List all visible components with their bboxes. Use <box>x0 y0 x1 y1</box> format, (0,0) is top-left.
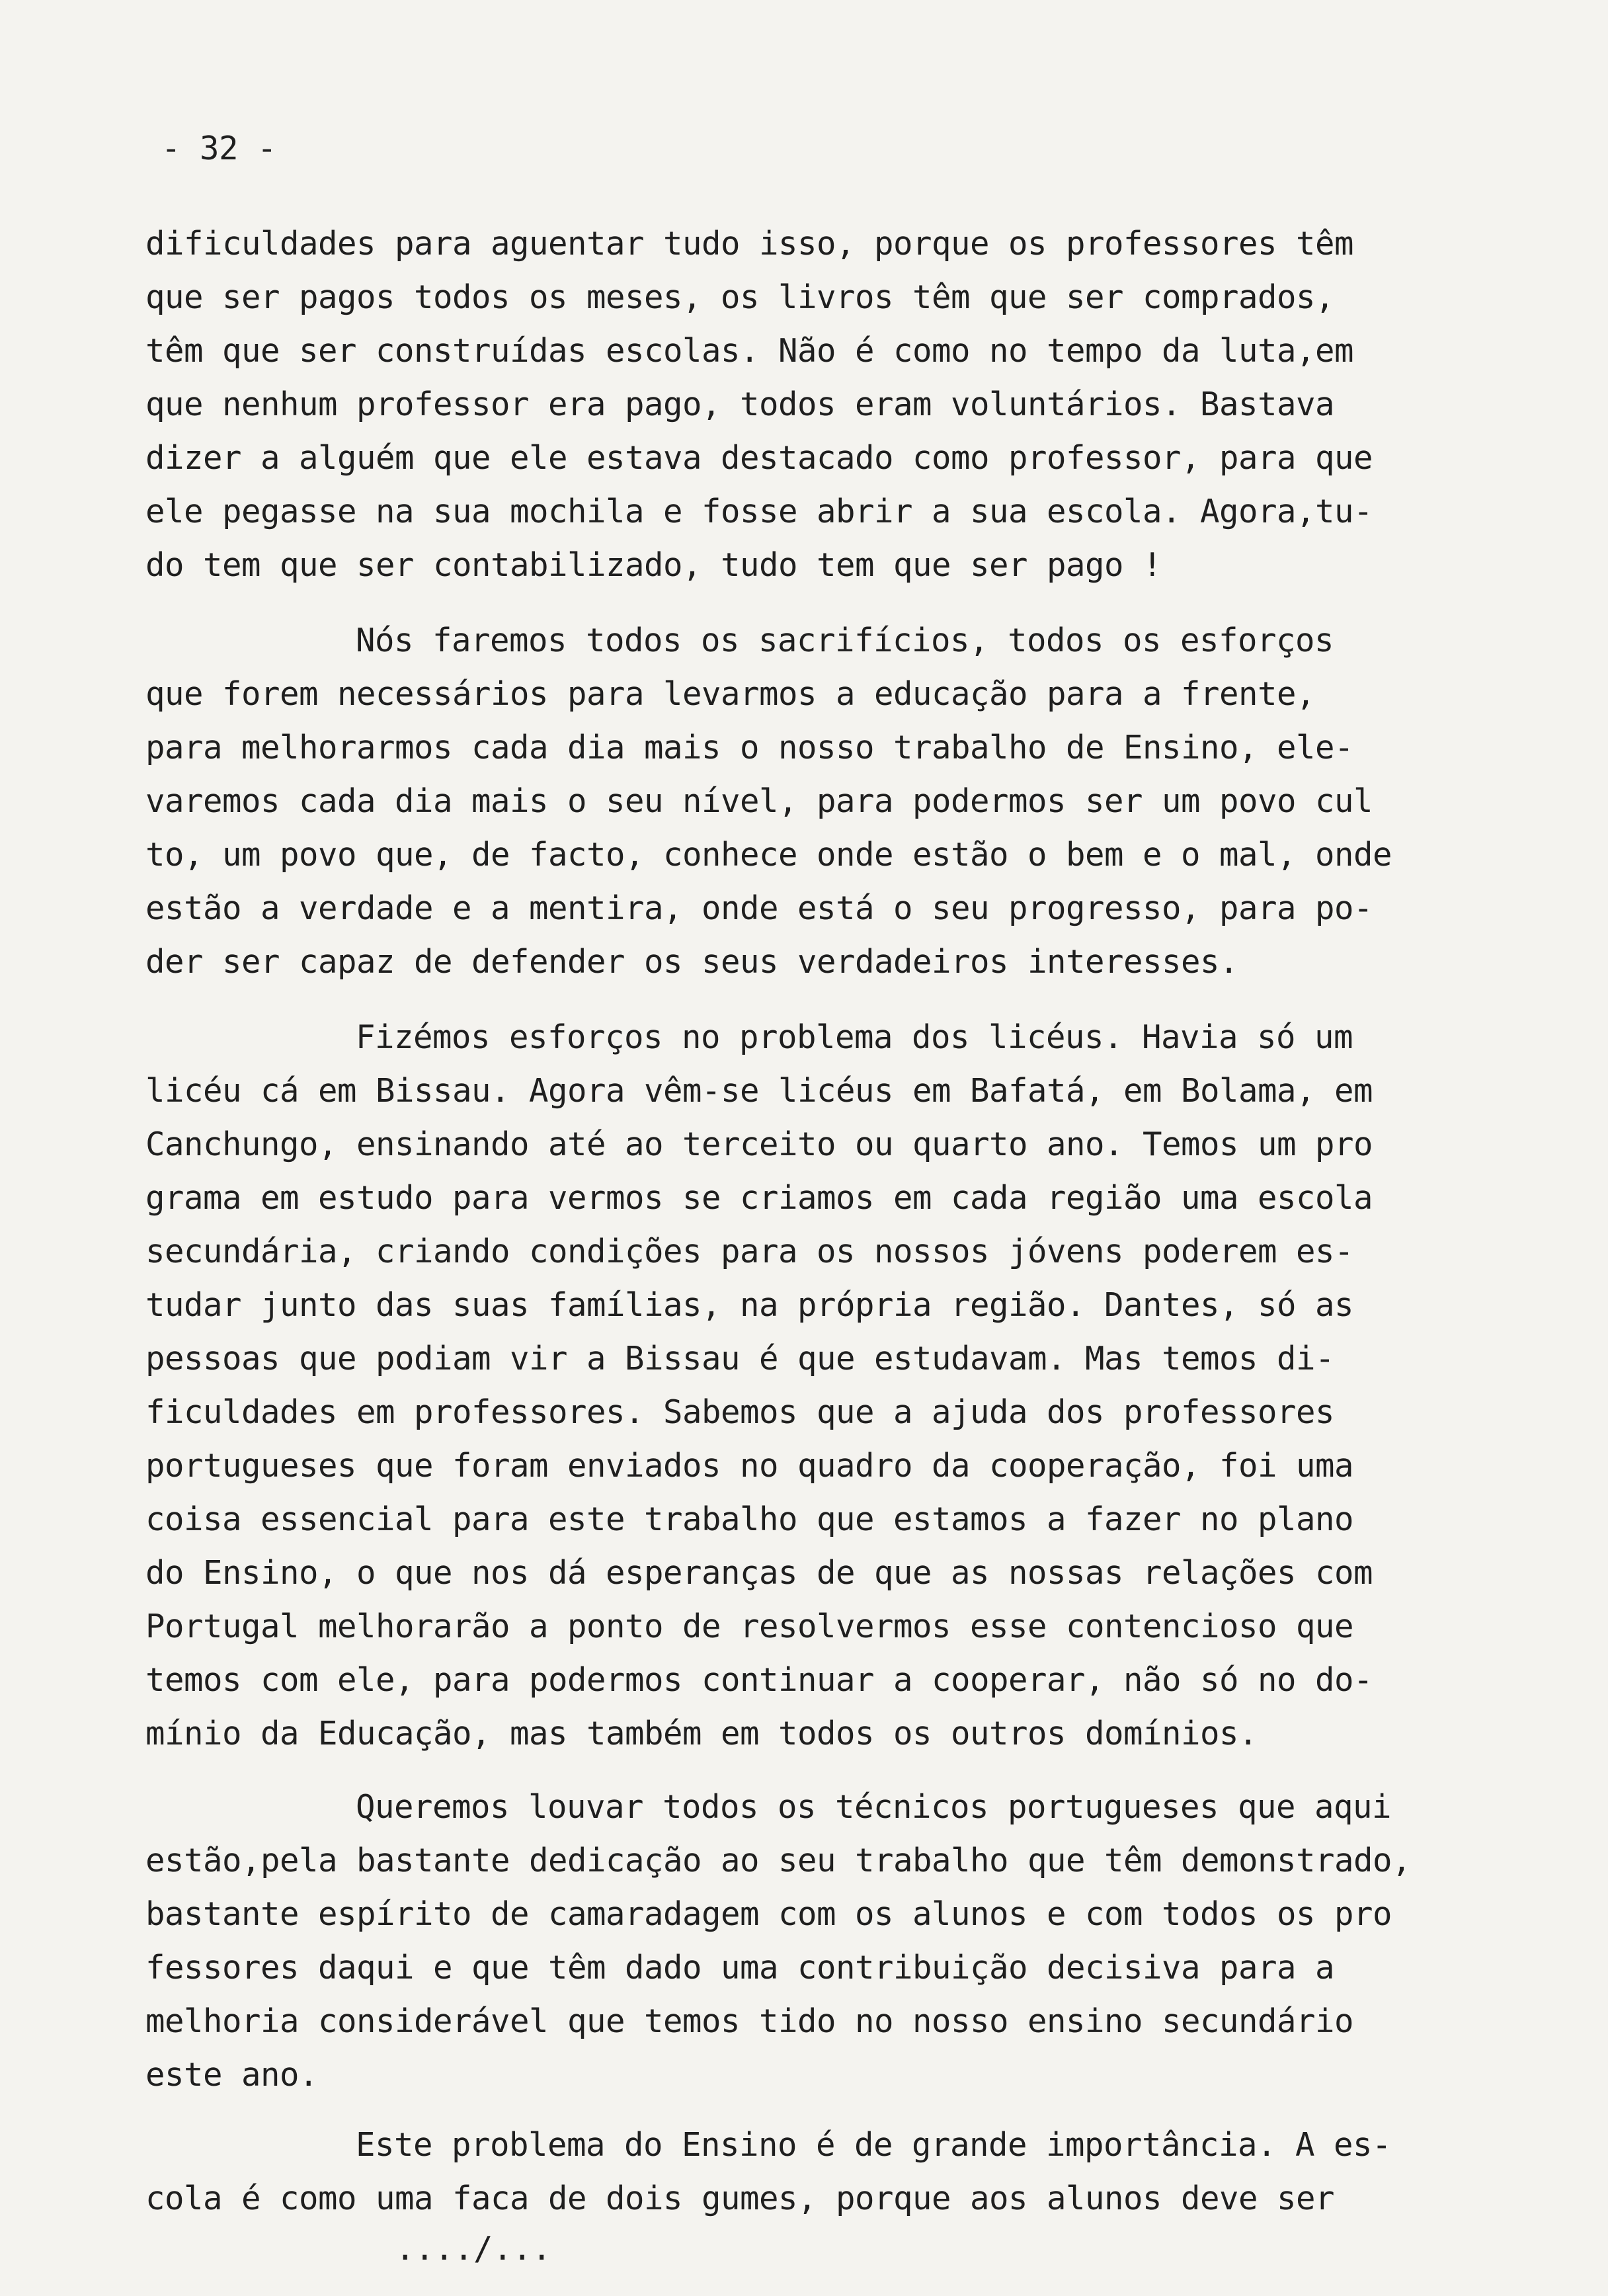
text-line: secundária, criando condições para os nossos jóvens poderem es- <box>145 1233 1354 1270</box>
text-line: licéu cá em Bissau. Agora vêm-se licéus em Bafatá, em Bolama, em <box>145 1072 1373 1110</box>
text-line: que nenhum professor era pago, todos eram voluntários. Bastava <box>145 386 1335 423</box>
page-number: - 32 - <box>161 130 277 167</box>
text-line: este ano. <box>145 2056 319 2094</box>
text-line: melhoria considerável que temos tido no nosso ensino secundário <box>145 2002 1354 2040</box>
text-line: ele pegasse na sua mochila e fosse abrir a sua escola. Agora,tu- <box>145 493 1373 530</box>
text-line: portugueses que foram enviados no quadro da cooperação, foi uma <box>145 1447 1354 1485</box>
text-line: do Ensino, o que nos dá esperanças de que as nossas relações com <box>145 1554 1373 1592</box>
text-line: mínio da Educação, mas também em todos os outros domínios. <box>145 1715 1258 1752</box>
text-line: Fizémos esforços no problema dos licéus. Havia só um <box>356 1018 1353 1056</box>
text-line: Portugal melhorarão a ponto de resolvermos esse contencioso que <box>145 1608 1354 1645</box>
text-line: Canchungo, ensinando até ao terceito ou quarto ano. Temos um pro <box>145 1126 1373 1163</box>
text-line: dizer a alguém que ele estava destacado como professor, para que <box>145 439 1373 477</box>
text-line: que forem necessários para levarmos a educação para a frente, <box>145 675 1316 713</box>
text-line: grama em estudo para vermos se criamos em cada região uma escola <box>145 1179 1373 1217</box>
text-line: têm que ser construídas escolas. Não é como no tempo da luta,em <box>145 332 1354 370</box>
text-line: estão,pela bastante dedicação ao seu trabalho que têm demonstrado, <box>145 1842 1412 1879</box>
text-line: to, um povo que, de facto, conhece onde estão o bem e o mal, onde <box>145 836 1392 874</box>
text-line: dificuldades para aguentar tudo isso, porque os professores têm <box>145 225 1354 263</box>
text-line: coisa essencial para este trabalho que estamos a fazer no plano <box>145 1500 1354 1538</box>
text-line: para melhorarmos cada dia mais o nosso trabalho de Ensino, ele- <box>145 729 1354 766</box>
text-line: Nós faremos todos os sacrifícios, todos os esforços <box>356 622 1334 659</box>
text-line: temos com ele, para podermos continuar a cooperar, não só no do- <box>145 1661 1373 1699</box>
text-line: que ser pagos todos os meses, os livros têm que ser comprados, <box>145 278 1335 316</box>
text-line: fessores daqui e que têm dado uma contribuição decisiva para a <box>145 1949 1335 1987</box>
text-line: do tem que ser contabilizado, tudo tem que ser pago ! <box>145 546 1162 584</box>
continuation-mark: ..../... <box>395 2230 552 2268</box>
text-line: estão a verdade e a mentira, onde está o seu progresso, para po- <box>145 889 1373 927</box>
text-line: tudar junto das suas famílias, na própria região. Dantes, só as <box>145 1286 1354 1324</box>
text-line: varemos cada dia mais o seu nível, para podermos ser um povo cul <box>145 782 1373 820</box>
text-line: Queremos louvar todos os técnicos portugueses que aqui <box>356 1788 1392 1826</box>
text-line: der ser capaz de defender os seus verdadeiros interesses. <box>145 943 1239 981</box>
text-line: cola é como uma faca de dois gumes, porque aos alunos deve ser <box>145 2180 1335 2217</box>
text-line: pessoas que podiam vir a Bissau é que estudavam. Mas temos di- <box>145 1340 1335 1377</box>
text-line: Este problema do Ensino é de grande importância. A es- <box>356 2126 1392 2164</box>
text-line: bastante espírito de camaradagem com os alunos e com todos os pro <box>145 1895 1392 1933</box>
text-line: ficuldades em professores. Sabemos que a ajuda dos professores <box>145 1393 1335 1431</box>
